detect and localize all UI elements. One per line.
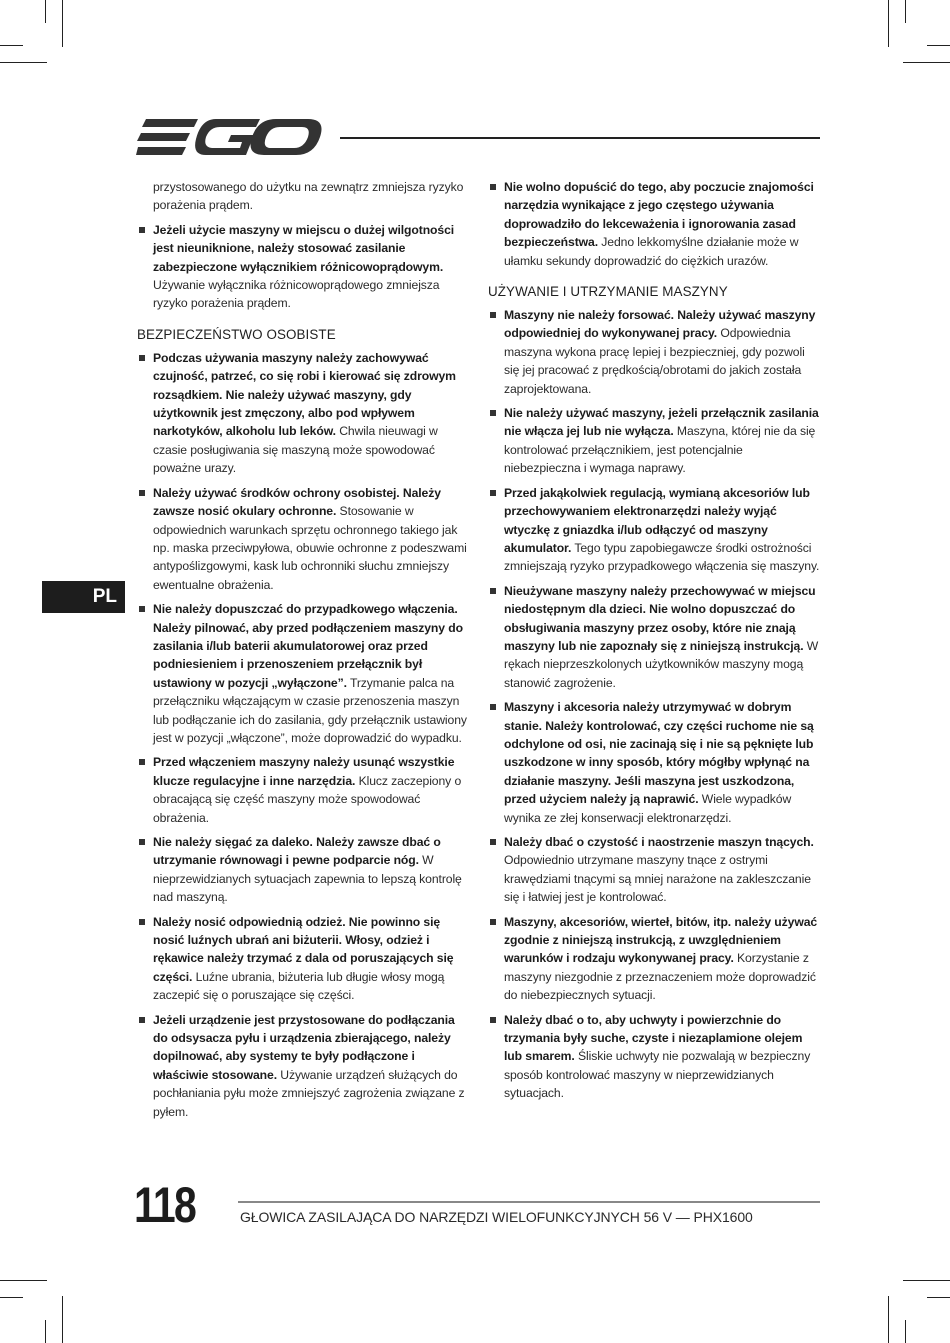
footer-rule [238, 1201, 820, 1203]
bullet-icon [490, 490, 496, 496]
item-bold-text: Przed włączeniem maszyny należy usunąć wszystkie klucze regulacyjne i inne narzędzia. [153, 755, 455, 788]
item-text: Chwila nieuwagi w czasie posługiwania się maszyną może spowodować poważne urazy. [153, 424, 438, 476]
list-item [488, 484, 822, 576]
crop-mark [62, 1296, 63, 1343]
item-text: Odpowiednia maszyna wykona pracę lepiej i bezpieczniej, gdy pozwoli się jej pracować z prędkością/obrotami do jakich została zaprojektowana. [504, 326, 805, 396]
item-text: Śliskie uchwyty nie pozwalają w bezpieczny sposób kontrolować maszyny w nieprzewidzianych sytuacjach. [504, 1049, 811, 1101]
list-item [137, 600, 472, 747]
bullet-icon [139, 490, 145, 496]
item-bold-text: Maszyny i akcesoria należy utrzymywać w dobrym stanie. Należy kontrolować, czy części ruchome nie są odchylone od osi, nie zacinają się i nie są pęknięte lub uszkodzone w inny sposób, który mógłby wpłynąć na działanie maszyny. Jeśli maszyna jest uszkodzona, przed użyciem należy ją naprawić. [504, 700, 814, 807]
language-tab: PL [42, 581, 125, 613]
list-item [488, 178, 822, 270]
bullet-icon [490, 312, 496, 318]
bullet-icon [490, 919, 496, 925]
bullet-icon [490, 588, 496, 594]
section-heading-use-and-care: UŻYWANIE I UTRZYMANIE MASZYNY [488, 284, 728, 300]
bullet-icon [490, 704, 496, 710]
item-bold-text: Podczas używania maszyny należy zachowywać czujność, patrzeć, co się robi i kierować się zdrowym rozsądkiem. Nie należy używać maszyny, gdy użytkownik jest zmęczony, albo pod wpływem narkotyków, alkoholu lub leków. [153, 350, 456, 439]
list-item [137, 753, 472, 827]
item-text: Trzymanie palca na przełączniku włączającym w czasie przenoszenia maszyn lub podłączanie ich do zasilania, gdy przełącznik ustawiony jest w pozycji „włączone”, może doprowadzić do wypadku. [153, 675, 467, 745]
item-bold-text: Maszyny, akcesoriów, wierteł, bitów, itp. należy używać zgodnie z niniejszą instrukcją, z uwzględnieniem warunków i rodzaju wykonywanej pracy. [504, 914, 818, 966]
crop-mark [0, 45, 23, 46]
crop-mark [905, 0, 906, 23]
item-bold-text: Należy dbać o to, aby uchwyty i powierzchnie do trzymania były suche, czyste i niezaplamione olejem lub smarem. [504, 1012, 803, 1064]
item-bold-text: Maszyny nie należy forsować. Należy używać maszyny odpowiedniej do wykonywanej pracy. [504, 308, 816, 341]
item-text: Używanie wyłącznika różnicowoprądowego zmniejsza ryzyko porażenia prądem. [153, 278, 440, 311]
crop-mark [0, 1297, 23, 1298]
left-column [137, 178, 472, 1127]
list-item [488, 582, 822, 692]
item-bold-text: Jeżeli użycie maszyny w miejscu o dużej wilgotności jest nieuniknione, należy stosować zasilanie zabezpieczone wyłącznikiem różnicowoprądowym. [153, 222, 455, 274]
item-bold-text: Nieużywane maszyny należy przechowywać w miejscu niedostępnym dla dzieci. Nie wolno dopuszczać do obsługiwania maszyny przez osoby, które nie znają maszyny lub nie zapoznały się z niniejszą instrukcją. [504, 583, 816, 653]
bullet-icon [139, 606, 145, 612]
list-item [488, 913, 822, 1005]
bullet-icon [139, 227, 145, 233]
item-text: Klucz zaczepiony o obracającą się część maszyny może spowodować obrażenia. [153, 773, 462, 825]
section-heading-personal-safety: BEZPIECZEŃSTWO OSOBISTE [137, 326, 336, 342]
list-item [137, 913, 472, 1005]
item-text: Stosowanie w odpowiednich warunkach sprzętu ochronnego takiego jak np. maska przeciwpyłowa, obuwie ochronne z podeszwami antypoślizgowymi, kask lub ochronniki słuchu zmniejszy ewentualne obrażenia. [153, 504, 467, 592]
crop-mark [62, 0, 63, 47]
bullet-icon [139, 1017, 145, 1023]
crop-mark [888, 1296, 889, 1343]
bullet-icon [139, 355, 145, 361]
item-text: W nieprzewidzianych sytuacjach zapewnia to lepszą kontrolę nad maszyną. [153, 853, 462, 905]
intro-paragraph [137, 178, 472, 215]
bullet-icon [139, 919, 145, 925]
crop-mark [45, 1320, 46, 1343]
crop-mark [927, 1297, 950, 1298]
crop-mark [45, 0, 46, 23]
page-number: 118 [134, 1177, 196, 1233]
bullet-icon [490, 410, 496, 416]
item-text: Luźne ubrania, biżuteria lub długie włosy mogą zaczepić się o poruszające się części. [153, 969, 445, 1003]
footer-title: GŁOWICA ZASILAJĄCA DO NARZĘDZI WIELOFUNKCYJNYCH 56 V — PHX1600 [240, 1209, 753, 1225]
crop-mark [0, 62, 47, 63]
bullet-icon [490, 184, 496, 190]
list-item [488, 1011, 822, 1103]
list-item [137, 221, 472, 313]
bullet-icon [139, 759, 145, 765]
list-item [137, 484, 472, 594]
right-column [488, 178, 822, 1109]
crop-mark [903, 1280, 950, 1281]
item-text: Jedno lekkomyślne działanie może w ułamku sekundy doprowadzić do ciężkich urazów. [504, 235, 799, 268]
list-item [137, 833, 472, 907]
list-item [488, 306, 822, 398]
item-bold-text: Nie należy sięgać za daleko. Należy zawsze dbać o utrzymanie równowagi i pewne podparcie nóg. [153, 835, 441, 868]
list-item [137, 349, 472, 478]
crop-mark [927, 45, 950, 46]
list-item [488, 698, 822, 827]
list-item [488, 404, 822, 478]
item-bold-text: Należy dbać o czystość i naostrzenie maszyn tnących. [504, 835, 814, 849]
item-bold-text: Nie wolno dopuścić do tego, aby poczucie znajomości narzędzia wynikające z jego częstego używania doprowadziło do lekceważenia i ignorowania zasad bezpieczeństwa. [504, 180, 814, 250]
crop-mark [903, 62, 950, 63]
item-bold-text: Jeżeli urządzenie jest przystosowane do podłączania do odsysacza pyłu i urządzenia zbierającego, należy dopilnować, aby systemy te były podłączone i właściwie stosowane. [153, 1012, 455, 1082]
crop-mark [0, 1280, 47, 1281]
item-text: Korzystanie z maszyny niezgodnie z przeznaczeniem może doprowadzić do niebezpiecznych sytuacji. [504, 951, 816, 1003]
header-rule [340, 137, 820, 139]
item-bold-text: Należy nosić odpowiednią odzież. Nie powinno się nosić luźnych ubrań ani biżuterii. Włosy, odzież i rękawice należy trzymać z dala od poruszających się części. [153, 914, 454, 984]
item-text: Używanie urządzeń służących do pochłaniania pyłu może zmniejszyć zagrożenia związane z pyłem. [153, 1067, 465, 1119]
crop-mark [905, 1320, 906, 1343]
bullet-icon [490, 1017, 496, 1023]
item-bold-text: Nie należy dopuszczać do przypadkowego włączenia. Należy pilnować, aby przed podłączeniem maszyny do zasilania i/lub baterii akumulatorowej oraz przed podniesieniem i przenoszeniem przełącznik był ustawiony w pozycji „wyłączone”. [153, 602, 463, 690]
item-bold-text: Przed jakąkolwiek regulacją, wymianą akcesoriów lub przechowywaniem elektronarzędzi należy wyjąć wtyczkę z gniazdka i/lub odłączyć od maszyny akumulator. [504, 485, 810, 555]
crop-mark [888, 0, 889, 47]
item-text: Tego typu zapobiegawcze środki ostrożności zmniejszają ryzyko przypadkowego włączenia się maszyny. [504, 540, 820, 574]
item-text: Wiele wypadków wynika ze złej konserwacji elektronarzędzi. [504, 792, 792, 825]
item-text: W rękach nieprzeszkolonych użytkowników maszyny mogą stanowić zagrożenie. [504, 638, 819, 690]
item-bold-text: Należy używać środków ochrony osobistej. Należy zawsze nosić okulary ochronne. [153, 485, 441, 519]
item-text: Maszyna, której nie da się kontrolować przełącznikiem, jest potencjalnie niebezpieczna i wymaga naprawy. [504, 424, 816, 476]
list-item [488, 833, 822, 907]
item-bold-text: Nie należy używać maszyny, jeżeli przełącznik zasilania nie włącza jej lub nie wyłącza. [504, 406, 819, 439]
bullet-icon [139, 839, 145, 845]
bullet-icon [490, 839, 496, 845]
list-item [137, 1011, 472, 1121]
ego-logo [136, 117, 322, 159]
intro-text: przystosowanego do użytku na zewnątrz zmniejsza ryzyko porażenia prądem. [153, 180, 464, 213]
item-text: Odpowiednio utrzymane maszyny tnące z ostrymi krawędziami tnącymi są mniej narażone na zakleszczanie się i łatwiej jest je kontrolować. [504, 853, 811, 905]
